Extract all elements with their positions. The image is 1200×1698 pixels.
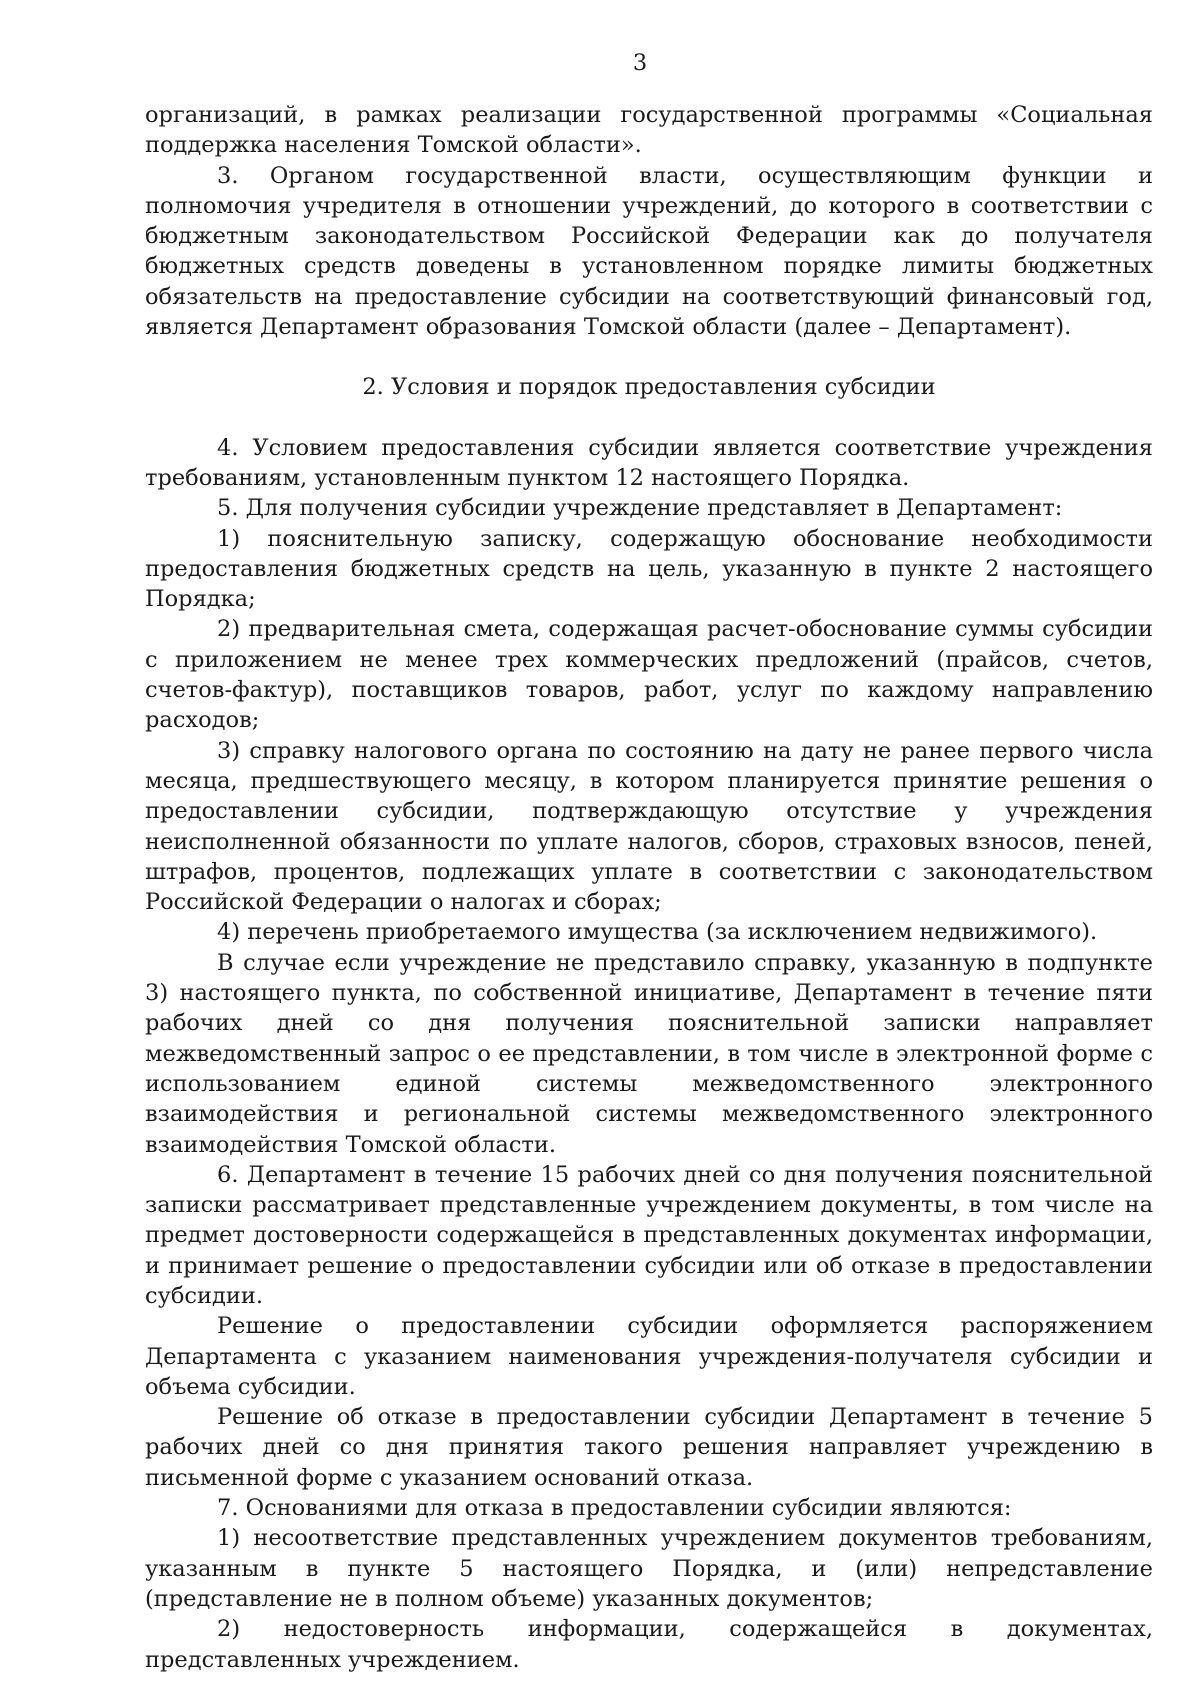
paragraph-item-4: 4. Условием предоставления субсидии является соответствие учреждения требованиям, установленным пунктом 12 настоящего Порядка.	[145, 434, 1153, 491]
paragraph-item-3: 3. Органом государственной власти, осуществляющим функции и полномочия учредителя в отношении учреждений, до которого в соответствии с бюджетным законодательством Российской Федерации как до получателя бюджетных средств доведены в установленном порядке лимиты бюджетных обязательств на предоставление субсидии на соответствующий финансовый год, является Департамент образования Томской области (далее – Департамент).	[145, 162, 1153, 341]
paragraph-subitem-5-3: 3) справку налогового органа по состоянию на дату не ранее первого числа месяца, предшествующего месяцу, в котором планируется принятие решения о предоставлении субсидии, подтверждающую отсутствие у учреждения неисполненной обязанности по уплате налогов, сборов, страховых взносов, пеней, штрафов, процентов, подлежащих уплате в соответствии с законодательством Российской Федерации о налогах и сборах;	[145, 737, 1153, 916]
paragraph-continuation: организаций, в рамках реализации государственной программы «Социальная поддержка населения Томской области».	[145, 102, 1153, 159]
paragraph-subitem-5-4: 4) перечень приобретаемого имущества (за исключением недвижимого).	[217, 919, 1098, 946]
paragraph-subitem-5-2: 2) предварительная смета, содержащая расчет-обоснование суммы субсидии с приложением не менее трех коммерческих предложений (прайсов, счетов, счетов-фактур), поставщиков товаров, работ, услуг по каждому направлению расходов;	[145, 616, 1153, 734]
paragraph-decision-grant: Решение о предоставлении субсидии оформляется распоряжением Департамента с указанием наименования учреждения-получателя субсидии и объема субсидии.	[145, 1313, 1153, 1400]
page-number: 3	[632, 50, 648, 76]
paragraph-subitem-7-1: 1) несоответствие представленных учреждением документов требованиям, указанным в пункте 5 настоящего Порядка, и (или) непредставление (представление не в полном объеме) указанных документов;	[145, 1525, 1153, 1612]
paragraph-item-7: 7. Основаниями для отказа в предоставлении субсидии являются:	[217, 1495, 1012, 1522]
paragraph-item-6: 6. Департамент в течение 15 рабочих дней со дня получения пояснительной записки рассматривает представленные учреждением документы, в том числе на предмет достоверности содержащейся в представленных документах информации, и принимает решение о предоставлении субсидии или об отказе в предоставлении субсидии.	[145, 1161, 1153, 1309]
paragraph-decision-refusal: Решение об отказе в предоставлении субсидии Департамент в течение 5 рабочих дней со дня принятия такого решения направляет учреждению в письменной форме с указанием оснований отказа.	[145, 1404, 1153, 1491]
section-heading: 2. Условия и порядок предоставления субсидии	[362, 374, 936, 401]
document-body	[145, 100, 1153, 1675]
paragraph-item-5: 5. Для получения субсидии учреждение представляет в Департамент:	[217, 495, 1063, 522]
paragraph-subitem-7-2: 2) недостоверность информации, содержащейся в документах, представленных учреждением.	[145, 1616, 1153, 1673]
paragraph-subitem-5-1: 1) пояснительную записку, содержащую обоснование необходимости предоставления бюджетных средств на цель, указанную в пункте 2 настоящего Порядка;	[145, 525, 1153, 613]
paragraph-interagency-request: В случае если учреждение не представило справку, указанную в подпункте 3) настоящего пункта, по собственной инициативе, Департамент в течение пяти рабочих дней со дня получения пояснительной записки направляет межведомственный запрос о ее представлении, в том числе в электронной форме с использованием единой системы межведомственного электронного взаимодействия и региональной системы межведомственного электронного взаимодействия Томской области.	[145, 949, 1153, 1158]
